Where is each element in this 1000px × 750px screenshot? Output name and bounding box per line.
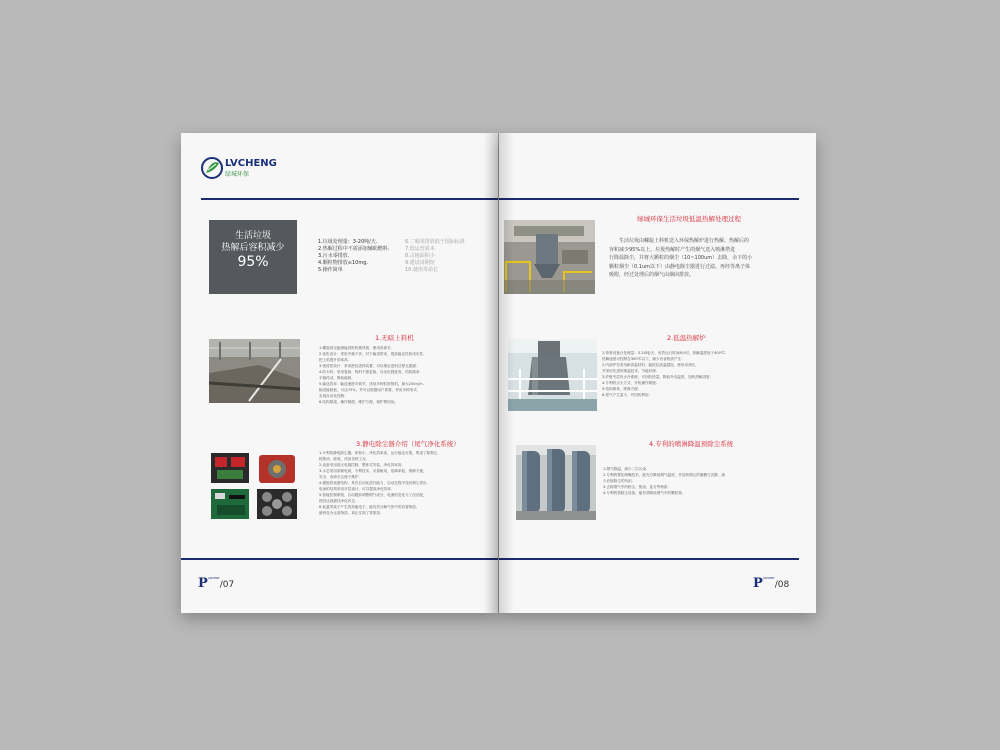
body-line: 5.智能控制系统，自动跟踪调整烟气成分，电流的变化与工况匹配， [319,493,427,497]
body-line: 4.极板的表面结构，具有自动化清扫能力，启动过程中没有烟尘冒出. [319,481,428,485]
header-rule [499,198,799,200]
body-line: 电场的结构采用多层设计，可以提高净化效率. [319,487,393,491]
body-line: 5.输送效率：输送速度可调节，适用多种粒度物料，最大240㎡/h. [319,382,424,386]
feature-item: 6.二噁英排放低于国际标准 [405,239,465,245]
right-page [499,133,816,613]
section-2-title: 2.低温热解炉 [667,334,706,342]
body-line: 2.优化设计：采用中频千伏，对于输送带来，提高稳定性和适应性. [319,352,425,356]
body-line: 热解速度可控制在300℃以下，减少有害物质产生. [602,357,683,361]
intro-line: 容积减少95%以上。垃圾热解时产生的烟气送入喷淋塔进 [609,246,736,253]
folio-tag: ADVERT [207,576,220,580]
feature-item: 8.占地面积小 [405,253,435,259]
body-line: 使其达到最佳净化状态. [319,499,357,503]
feature-item: 5.操作简单 [318,267,343,273]
folio-number: /08 [774,580,790,590]
intro-line: 生活垃圾由螺旋上料机送入环保热解炉进行热解。热解后的 [619,238,750,244]
section-4-title: 4.专利的喷淋降温预除尘系统 [649,440,734,448]
body-line: 3.炉壁夹层有水冷系统，可回收热量，降低外壳温度，加快热解进度. [602,375,711,379]
intro-line: 颗粒烟尘（0.1um以下）由静电除尘器进行过滤。再经等离子体 [609,263,750,270]
footer-rule [181,558,498,560]
body-line: 2.设备采用高压电源控制，整体式安装，净化效率高. [319,463,403,467]
header-rule [201,198,498,200]
body-line: 6.尾气产生量少，并回收利用. [602,393,650,397]
folio-number: /07 [219,580,235,590]
hero-line-1: 生活垃圾 [234,231,271,241]
body-line: 3.去除烟气中的粉尘、焦油、盐分等物质. [603,485,669,489]
feature-item: 4.颗粒物排放≤10mg. [318,260,368,266]
feeder-photo [209,339,300,403]
electrostatic-parts-photo [209,451,301,521]
body-line: 3.水芯采用高频电源，专利技术，可靠耐用，故障率低，维修方便， [319,469,427,473]
body-line: 把上料提升效率高. [319,358,349,362]
left-page [181,133,498,613]
body-line: 4.防卡料：采用卷扬、物料不需更换、自动化程度高，结构简单. [319,370,421,374]
feature-item: 2.热解过程中不需添加辅助燃料. [318,246,390,252]
features-list-1 [318,239,389,274]
hero-box [209,220,297,294]
brand-logo [201,157,283,179]
body-line: 2.内部炉衬采用耐高温材料，能抵抗高温腐蚀，使用寿命长， [602,363,699,367]
body-line: 6.低温等离子产生的高能电子，能有效分解气体中的有害物质， [319,505,420,509]
feature-item: 1.垃圾处理量：3-20吨/天. [318,239,378,245]
page-number-left [198,576,234,591]
section-3-title: 3.静电除尘器介绍（尾气净化系统） [356,440,460,448]
body-line: 1.螺旋真完能储能进料机械风格，使用寿命长. [319,346,392,350]
footer-rule [499,558,799,560]
intro-line: 行降温除尘，并将大颗粒的烟尘（10~100um）去除，余下的小 [609,255,753,261]
feature-item: 7.低运营成本. [405,246,437,252]
body-line: 1.每套设备日处理量：3-20吨/天，有效运行时间8小时，热解温度低于400℃. [602,351,727,355]
feature-item: 10.使用寿命长 [405,267,438,273]
leaf-logo-icon [201,157,223,179]
body-line: 5.结构简单，维修方便. [602,387,639,391]
body-line: 1.专利的静电除尘器，体积小，净化效率高，运行稳定可靠，集成了除烟尘、 [319,451,442,455]
hero-line-2: 热解后容积减少 [221,243,285,253]
body-line: 输送能耗低，可达75%，并可以根据用户需要，采用多种形式. [319,388,418,392]
body-line: 并采用先进的保温技术，节能环保. [602,369,658,373]
process-title: 绿城环保生活垃圾低温热解处理过程 [637,215,741,223]
intro-line: 吸附，经过处理后的烟气由烟囱排放。 [609,272,695,278]
brand-name: LVCHENG [225,158,277,169]
section-3-body [319,450,491,516]
body-line: 少后续除尘的负担. [603,479,633,483]
pyrolysis-furnace-photo [508,339,597,411]
body-line: 4.专利的预除尘设备，能有效降低烟气中的颗粒物. [603,491,684,495]
page-number-right [753,576,789,591]
spray-tower-photo [516,445,596,520]
section-1-body [319,345,491,405]
body-line: 安全，寿命长且便于维护. [319,475,360,479]
body-line: 最终变为无害物质，真正实现了零排放. [319,511,382,515]
feature-item: 9.建设周期短 [405,260,435,266]
body-line: 平稳传动，降低能耗. [319,376,353,380]
features-list-2 [405,239,465,274]
process-intro [609,237,807,280]
hero-percentage: 95% [237,254,269,270]
folio-letter: P [198,576,208,591]
brand-subtitle: 绿城环保 [225,171,250,178]
body-line: 除焦油、除臭，适用各种工况. [319,457,367,461]
body-line: 2.专利的雾化喷嘴技术，能充分降低烟气温度，并加快烟尘的凝聚与沉降，减 [603,473,726,477]
body-line: 4.专利的点火方式，开机操作简便. [602,381,657,385]
body-line: 6.结构紧凑，操作简便，维护方便，保护费用低。 [319,400,398,404]
body-line: 实现自动化控制. [319,394,346,398]
folio-letter: P [753,576,763,591]
section-1-title: 1.无暗上料机 [375,334,414,342]
section-4-body [603,466,803,496]
section-2-body [602,350,802,398]
body-line: 3.密封性设计：采用密封进料装置，可以保证进料过程无泄漏. [319,364,418,368]
folio-tag: ADVERT [762,576,775,580]
feature-item: 3.污水零排放. [318,253,350,259]
body-line: 1.烟气降温，减少二次污染. [603,467,648,471]
plant-overview-photo [504,220,595,294]
